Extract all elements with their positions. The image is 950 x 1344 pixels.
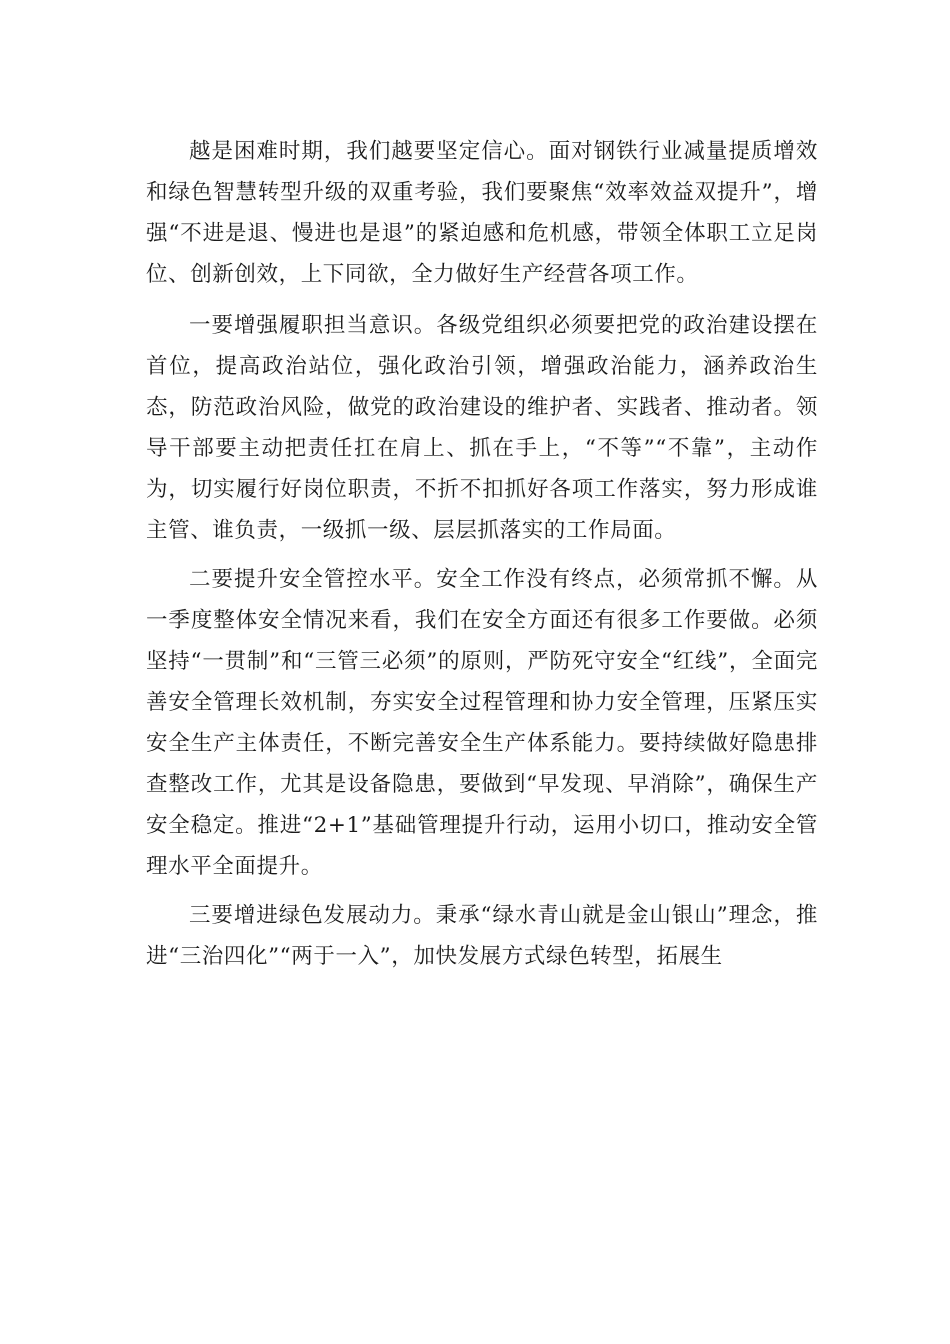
paragraph-duty-awareness: 一要增强履职担当意识。各级党组织必须要把党的政治建设摆在首位，提高政治站位，强化政治引领，增强政治能力，涵养政治生态，防范政治风险，做党的政治建设的维护者、实践者、推动者。领导干部要主动把责任扛在肩上、抓在手上，“不等”“不靠”，主动作为，切实履行好岗位职责，不折不扣抓好各项工作落实，努力形成谁主管、谁负责，一级抓一级、层层抓落实的工作局面。 [146,313,818,543]
document-body [146,131,818,985]
paragraph-green-development: 三要增进绿色发展动力。秉承“绿水青山就是金山银山”理念，推进“三治四化”“两于一入”，加快发展方式绿色转型，拓展生 [146,903,818,969]
paragraph-safety-control: 二要提升安全管控水平。安全工作没有终点，必须常抓不懈。从一季度整体安全情况来看，我们在安全方面还有很多工作要做。必须坚持“一贯制”和“三管三必须”的原则，严防死守安全“红线”，全面完善安全管理长效机制，夯实安全过程管理和协力安全管理，压紧压实安全生产主体责任，不断完善安全生产体系能力。要持续做好隐患排查整改工作，尤其是设备隐患，要做到“早发现、早消除”，确保生产安全稳定。推进“2+1”基础管理提升行动，运用小切口，推动安全管理水平全面提升。 [146,567,818,879]
paragraph-intro: 越是困难时期，我们越要坚定信心。面对钢铁行业减量提质增效和绿色智慧转型升级的双重考验，我们要聚焦“效率效益双提升”，增强“不进是退、慢进也是退”的紧迫感和危机感，带领全体职工立足岗位、创新创效，上下同欲，全力做好生产经营各项工作。 [146,139,818,287]
